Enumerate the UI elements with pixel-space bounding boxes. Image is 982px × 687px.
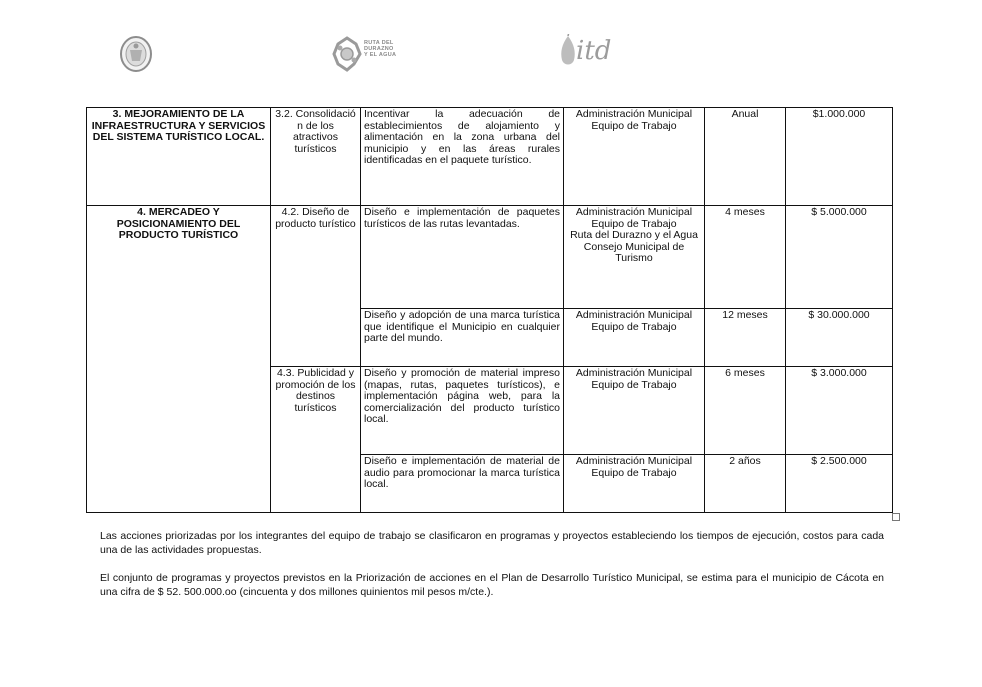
- program-cell: 3. MEJORAMIENTO DE LA INFRAESTRUCTURA Y SERVICIOS DEL SISTEMA TURÍSTICO LOCAL.: [87, 108, 271, 206]
- ruta-durazno-logo: [330, 34, 410, 74]
- activity-cell: Incentivar la adecuación de establecimientos de alojamiento y alimentación en la zona urbana del municipio y en las áreas rurales identificadas en el paquete turístico.: [361, 108, 564, 206]
- ruta-logo-line: Y EL AGUA: [364, 52, 397, 58]
- cost-cell: $ 30.000.000: [786, 309, 893, 367]
- itd-logo-text: itd: [576, 36, 612, 66]
- responsible-line: Ruta del Durazno y el Agua: [570, 229, 698, 241]
- table-row: [87, 108, 893, 206]
- time-cell: 6 meses: [705, 367, 786, 455]
- cost-cell: $ 5.000.000: [786, 206, 893, 309]
- responsible-line: Equipo de Trabajo: [591, 119, 677, 132]
- itd-logo: [558, 30, 638, 74]
- project-cell: 4.3. Publicidad y promoción de los destinos turísticos: [271, 367, 361, 513]
- responsible-line: Equipo de Trabajo: [591, 217, 677, 230]
- activity-cell: Diseño y adopción de una marca turística que identifique el Municipio en cualquier parte del mundo.: [361, 309, 564, 367]
- action-plan-table: [86, 107, 893, 513]
- header-logos: [0, 26, 982, 86]
- time-cell: 12 meses: [705, 309, 786, 367]
- responsible-cell: [564, 455, 705, 513]
- responsible-line: Equipo de Trabajo: [591, 320, 677, 333]
- responsible-cell: [564, 367, 705, 455]
- cost-cell: $1.000.000: [786, 108, 893, 206]
- activity-cell: Diseño y promoción de material impreso (mapas, rutas, paquetes turísticos), e implementación página web, para la comercialización del producto turístico local.: [361, 367, 564, 455]
- responsible-cell: [564, 309, 705, 367]
- summary-paragraph: Las acciones priorizadas por los integrantes del equipo de trabajo se clasificaron en programas y proyectos estableciendo los tiempos de ejecución, costos para cada una de las actividades propuestas.: [100, 530, 884, 556]
- activity-cell: Diseño e implementación de material de audio para promocionar la marca turística local.: [361, 455, 564, 513]
- project-cell: 4.2. Diseño de producto turístico: [271, 206, 361, 367]
- responsible-line: Equipo de Trabajo: [591, 466, 677, 479]
- activity-cell: Diseño e implementación de paquetes turísticos de las rutas levantadas.: [361, 206, 564, 309]
- ruta-logo-text: [364, 40, 396, 58]
- responsible-line: Administración Municipal: [575, 108, 693, 120]
- cost-cell: $ 3.000.000: [786, 367, 893, 455]
- responsible-line: Equipo de Trabajo: [591, 378, 677, 391]
- table-resize-handle[interactable]: [892, 513, 900, 521]
- table-row: [87, 206, 893, 309]
- time-cell: Anual: [705, 108, 786, 206]
- municipal-seal-logo: [118, 34, 154, 74]
- responsible-line: Consejo Municipal de Turismo: [583, 240, 685, 264]
- time-cell: 4 meses: [705, 206, 786, 309]
- responsible-line: Administración Municipal: [575, 367, 693, 379]
- ruta-logo-line: RUTA DEL: [364, 40, 394, 46]
- responsible-line: Administración Municipal: [575, 455, 693, 467]
- program-cell: 4. MERCADEO Y POSICIONAMIENTO DEL PRODUCTO TURÍSTICO: [87, 206, 271, 513]
- project-cell: 3.2. Consolidació n de los atractivos turísticos: [271, 108, 361, 206]
- responsible-line: Administración Municipal: [575, 206, 693, 218]
- ruta-logo-line: DURAZNO: [364, 46, 394, 52]
- responsible-cell: [564, 108, 705, 206]
- cost-cell: $ 2.500.000: [786, 455, 893, 513]
- responsible-cell: [564, 206, 705, 309]
- responsible-line: Administración Municipal: [575, 309, 693, 321]
- budget-paragraph: El conjunto de programas y proyectos previstos en la Priorización de acciones en el Plan de Desarrollo Turístico Municipal, se estima para el municipio de Cácota en una cifra de $ 52. 500.000.oo (cincuenta y dos millones quinientos mil pesos m/cte.).: [100, 572, 884, 598]
- time-cell: 2 años: [705, 455, 786, 513]
